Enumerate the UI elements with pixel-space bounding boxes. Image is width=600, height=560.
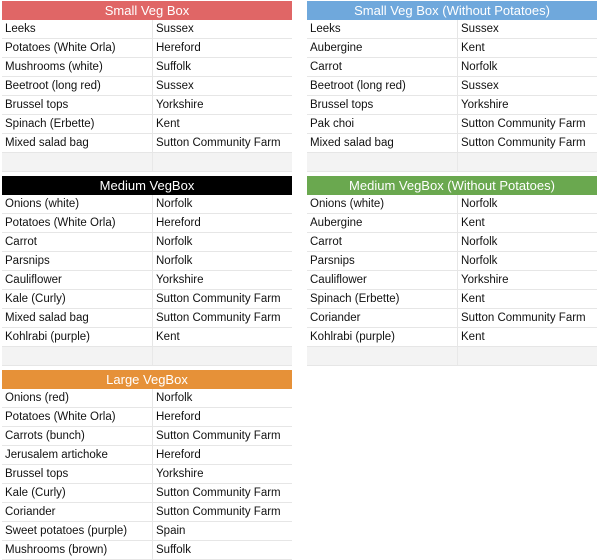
table-row: [307, 20, 597, 39]
table-row: [2, 484, 292, 503]
origin-cell: Norfolk: [461, 61, 498, 73]
table-row: [307, 233, 597, 252]
origin-cell: Suffolk: [156, 61, 191, 73]
table-row: [2, 522, 292, 541]
table-row: [307, 214, 597, 233]
vegetable-cell: Coriander: [2, 503, 153, 521]
origin-cell: Suffolk: [156, 544, 191, 556]
box-large-header: Large VegBox: [2, 370, 292, 389]
vegetable-cell: Brussel tops: [2, 96, 153, 114]
origin-cell: [458, 153, 597, 171]
origin-cell: Kent: [156, 118, 180, 130]
table-row: [2, 408, 292, 427]
origin-cell: Kent: [461, 42, 485, 54]
box-medium-no-potatoes: [307, 176, 597, 366]
vegetable-cell: Parsnips: [307, 252, 458, 270]
origin-cell: Sussex: [156, 23, 194, 35]
vegetable-cell: Brussel tops: [2, 465, 153, 483]
vegetable-cell: Aubergine: [307, 214, 458, 232]
origin-cell: Norfolk: [156, 236, 193, 248]
table-row: [2, 503, 292, 522]
table-row: [307, 153, 597, 171]
table-row: [307, 195, 597, 214]
table-row: [2, 39, 292, 58]
origin-cell: Kent: [461, 293, 485, 305]
box-small-no-potatoes-table: [307, 20, 597, 172]
vegetable-cell: Potatoes (White Orla): [2, 408, 153, 426]
vegetable-cell: Mixed salad bag: [2, 134, 153, 152]
box-small-table: [2, 20, 292, 172]
vegetable-cell: [307, 153, 458, 171]
vegetable-cell: [2, 347, 153, 365]
vegetable-cell: Beetroot (long red): [2, 77, 153, 95]
vegetable-cell: Mushrooms (white): [2, 58, 153, 76]
table-row: [2, 134, 292, 153]
table-row: [2, 252, 292, 271]
origin-cell: Sutton Community Farm: [156, 487, 281, 499]
vegetable-cell: Onions (white): [307, 195, 458, 213]
vegetable-cell: Mixed salad bag: [2, 309, 153, 327]
vegetable-cell: [2, 153, 153, 171]
table-row: [307, 77, 597, 96]
origin-cell: Hereford: [156, 217, 201, 229]
vegetable-cell: Leeks: [2, 20, 153, 38]
table-row: [307, 58, 597, 77]
box-small: [2, 1, 292, 172]
vegetable-cell: Pak choi: [307, 115, 458, 133]
origin-cell: Hereford: [156, 411, 201, 423]
origin-cell: Yorkshire: [156, 274, 204, 286]
box-large: [2, 370, 292, 560]
origin-cell: Yorkshire: [461, 99, 509, 111]
vegetable-cell: Sweet potatoes (purple): [2, 522, 153, 540]
vegetable-cell: Kohlrabi (purple): [307, 328, 458, 346]
vegetable-cell: Leeks: [307, 20, 458, 38]
table-row: [2, 465, 292, 484]
table-row: [307, 328, 597, 347]
table-row: [307, 96, 597, 115]
origin-cell: [458, 347, 597, 365]
vegetable-cell: Spinach (Erbette): [2, 115, 153, 133]
table-row: [2, 309, 292, 328]
origin-cell: Sutton Community Farm: [156, 293, 281, 305]
box-medium-table: [2, 195, 292, 366]
origin-cell: Yorkshire: [156, 468, 204, 480]
origin-cell: Sutton Community Farm: [156, 506, 281, 518]
table-row: [2, 541, 292, 559]
origin-cell: Sussex: [461, 23, 499, 35]
vegetable-cell: Cauliflower: [2, 271, 153, 289]
vegetable-cell: Coriander: [307, 309, 458, 327]
vegetable-cell: Carrot: [307, 58, 458, 76]
table-row: [307, 39, 597, 58]
origin-cell: Hereford: [156, 449, 201, 461]
origin-cell: Kent: [461, 331, 485, 343]
vegetable-cell: Onions (white): [2, 195, 153, 213]
origin-cell: Sussex: [156, 80, 194, 92]
origin-cell: Hereford: [156, 42, 201, 54]
vegetable-cell: Spinach (Erbette): [307, 290, 458, 308]
origin-cell: Sutton Community Farm: [461, 312, 586, 324]
table-row: [2, 20, 292, 39]
origin-cell: Sutton Community Farm: [461, 137, 586, 149]
box-medium-no-potatoes-header: Medium VegBox (Without Potatoes): [307, 176, 597, 195]
origin-cell: Norfolk: [461, 198, 498, 210]
table-row: [307, 347, 597, 365]
vegetable-cell: Cauliflower: [307, 271, 458, 289]
vegetable-cell: Potatoes (White Orla): [2, 39, 153, 57]
table-row: [307, 290, 597, 309]
vegetable-cell: Carrot: [2, 233, 153, 251]
table-row: [2, 389, 292, 408]
table-row: [2, 290, 292, 309]
origin-cell: Norfolk: [461, 236, 498, 248]
table-row: [2, 77, 292, 96]
origin-cell: Yorkshire: [461, 274, 509, 286]
vegetable-cell: Carrot: [307, 233, 458, 251]
table-row: [2, 115, 292, 134]
table-row: [2, 427, 292, 446]
origin-cell: [153, 153, 292, 171]
origin-cell: Sutton Community Farm: [156, 137, 281, 149]
vegetable-cell: Mixed salad bag: [307, 134, 458, 152]
origin-cell: Sutton Community Farm: [156, 312, 281, 324]
origin-cell: [153, 347, 292, 365]
origin-cell: Sutton Community Farm: [461, 118, 586, 130]
table-row: [307, 115, 597, 134]
origin-cell: Norfolk: [156, 198, 193, 210]
vegetable-cell: Parsnips: [2, 252, 153, 270]
box-small-no-potatoes: [307, 1, 597, 172]
origin-cell: Kent: [156, 331, 180, 343]
vegetable-cell: [307, 347, 458, 365]
vegetable-cell: Beetroot (long red): [307, 77, 458, 95]
table-row: [2, 446, 292, 465]
origin-cell: Spain: [156, 525, 186, 537]
box-small-header: Small Veg Box: [2, 1, 292, 20]
vegetable-cell: Aubergine: [307, 39, 458, 57]
origin-cell: Sutton Community Farm: [156, 430, 281, 442]
table-row: [2, 214, 292, 233]
table-row: [2, 58, 292, 77]
origin-cell: Sussex: [461, 80, 499, 92]
table-row: [2, 328, 292, 347]
table-row: [2, 271, 292, 290]
table-row: [2, 233, 292, 252]
table-row: [307, 134, 597, 153]
table-row: [2, 347, 292, 365]
box-medium: [2, 176, 292, 366]
vegetable-cell: Mushrooms (brown): [2, 541, 153, 559]
box-small-no-potatoes-header: Small Veg Box (Without Potatoes): [307, 1, 597, 20]
origin-cell: Norfolk: [461, 255, 498, 267]
box-large-table: [2, 389, 292, 560]
table-row: [307, 252, 597, 271]
table-row: [2, 153, 292, 171]
vegetable-cell: Onions (red): [2, 389, 153, 407]
box-medium-header: Medium VegBox: [2, 176, 292, 195]
origin-cell: Yorkshire: [156, 99, 204, 111]
vegetable-cell: Carrots (bunch): [2, 427, 153, 445]
vegetable-cell: Kale (Curly): [2, 484, 153, 502]
vegetable-cell: Kale (Curly): [2, 290, 153, 308]
vegetable-cell: Potatoes (White Orla): [2, 214, 153, 232]
table-row: [307, 309, 597, 328]
vegetable-cell: Brussel tops: [307, 96, 458, 114]
table-row: [2, 96, 292, 115]
box-medium-no-potatoes-table: [307, 195, 597, 366]
vegetable-cell: Jerusalem artichoke: [2, 446, 153, 464]
table-row: [307, 271, 597, 290]
origin-cell: Kent: [461, 217, 485, 229]
vegetable-cell: Kohlrabi (purple): [2, 328, 153, 346]
origin-cell: Norfolk: [156, 255, 193, 267]
table-row: [2, 195, 292, 214]
origin-cell: Norfolk: [156, 392, 193, 404]
